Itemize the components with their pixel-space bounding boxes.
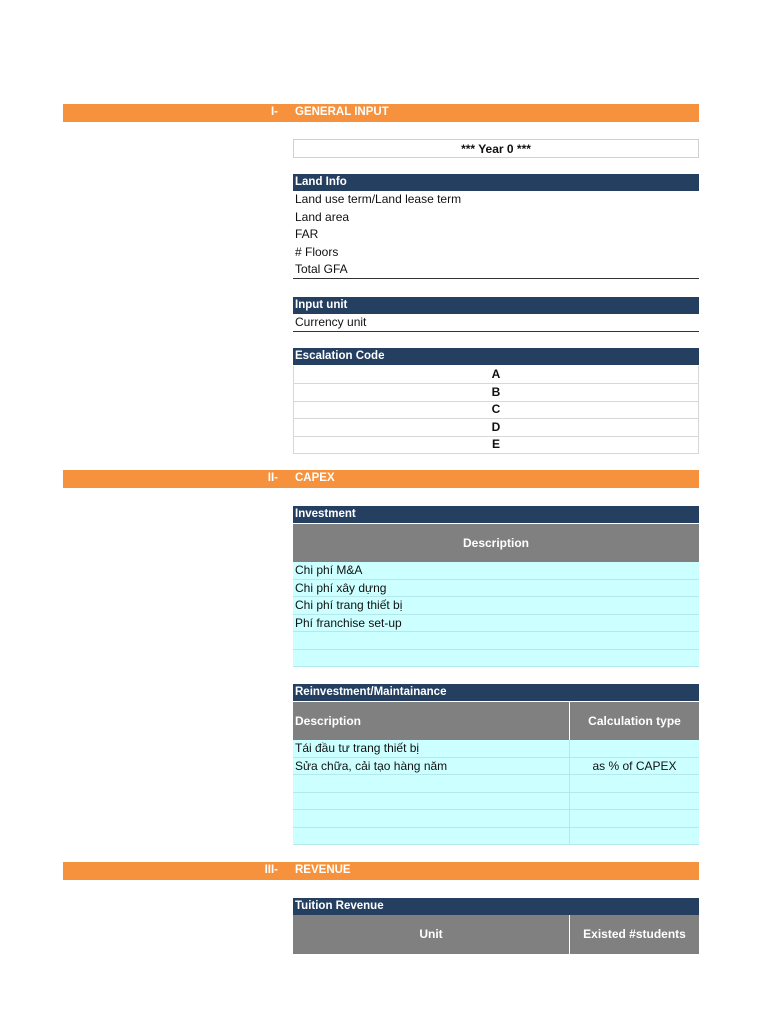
investment-row: [293, 580, 699, 598]
reinvestment-row: [293, 740, 699, 758]
tuition-header: Tuition Revenue: [293, 898, 699, 915]
section-number: I-: [270, 106, 278, 118]
reinvestment-row: [293, 810, 699, 828]
reinvestment-row-desc: Tái đầu tư trang thiết bị: [295, 741, 420, 755]
investment-row: [293, 597, 699, 615]
investment-row: [293, 650, 699, 668]
reinvestment-row-calc: as % of CAPEX: [569, 758, 699, 775]
reinvestment-row-calc: [569, 740, 699, 757]
investment-row: [293, 562, 699, 580]
tuition-col-students: Existed #students: [570, 915, 699, 954]
year-label: *** Year 0 ***: [293, 139, 699, 158]
land-info-row: Land use term/Land lease term: [295, 192, 462, 206]
escalation-code: E: [293, 436, 699, 454]
investment-row-label: Chi phí xây dựng: [295, 580, 387, 595]
investment-row: [293, 632, 699, 650]
investment-row-label: Phí franchise set-up: [295, 615, 402, 630]
land-info-row: FAR: [295, 227, 319, 241]
section-title: GENERAL INPUT: [295, 106, 389, 118]
reinvestment-row-desc: Sửa chữa, cải tạo hàng năm: [295, 758, 448, 773]
reinvestment-col-calc: Calculation type: [570, 702, 699, 740]
input-unit-header: Input unit: [293, 297, 699, 314]
investment-row: [293, 615, 699, 633]
reinvestment-row: [293, 758, 699, 776]
land-info-row: Land area: [295, 210, 350, 224]
reinvestment-header: Reinvestment/Maintainance: [293, 684, 699, 701]
investment-header: Investment: [293, 506, 699, 523]
reinvestment-row: [293, 793, 699, 811]
section-number: III-: [264, 864, 278, 876]
land-info-divider: [293, 278, 699, 279]
escalation-code: D: [293, 419, 699, 437]
escalation-code: C: [293, 401, 699, 419]
section-title: REVENUE: [295, 864, 351, 876]
section-capex: [63, 470, 699, 488]
reinvestment-row: [293, 828, 699, 846]
escalation-code: A: [293, 366, 699, 384]
escalation-header: Escalation Code: [293, 348, 699, 365]
tuition-col-unit: Unit: [293, 915, 569, 954]
reinvestment-row-calc: [569, 793, 699, 810]
land-info-header: Land Info: [293, 174, 699, 191]
investment-col-description: Description: [293, 524, 699, 562]
investment-row-label: Chi phí trang thiết bị: [295, 598, 403, 612]
reinvestment-row: [293, 775, 699, 793]
section-revenue: [63, 862, 699, 880]
escalation-code: B: [293, 384, 699, 402]
section-number: II-: [267, 472, 278, 484]
input-unit-divider: [293, 331, 699, 332]
section-general-input: [63, 104, 699, 122]
reinvestment-row-calc: [569, 828, 699, 845]
section-title: CAPEX: [295, 472, 335, 484]
reinvestment-row-calc: [569, 775, 699, 792]
investment-row-label: Chi phí M&A: [295, 563, 363, 577]
land-info-row: Total GFA: [295, 262, 348, 276]
reinvestment-row-calc: [569, 810, 699, 827]
land-info-row: # Floors: [295, 245, 339, 259]
reinvestment-col-description: Description: [293, 702, 569, 740]
input-unit-row: Currency unit: [295, 315, 367, 329]
